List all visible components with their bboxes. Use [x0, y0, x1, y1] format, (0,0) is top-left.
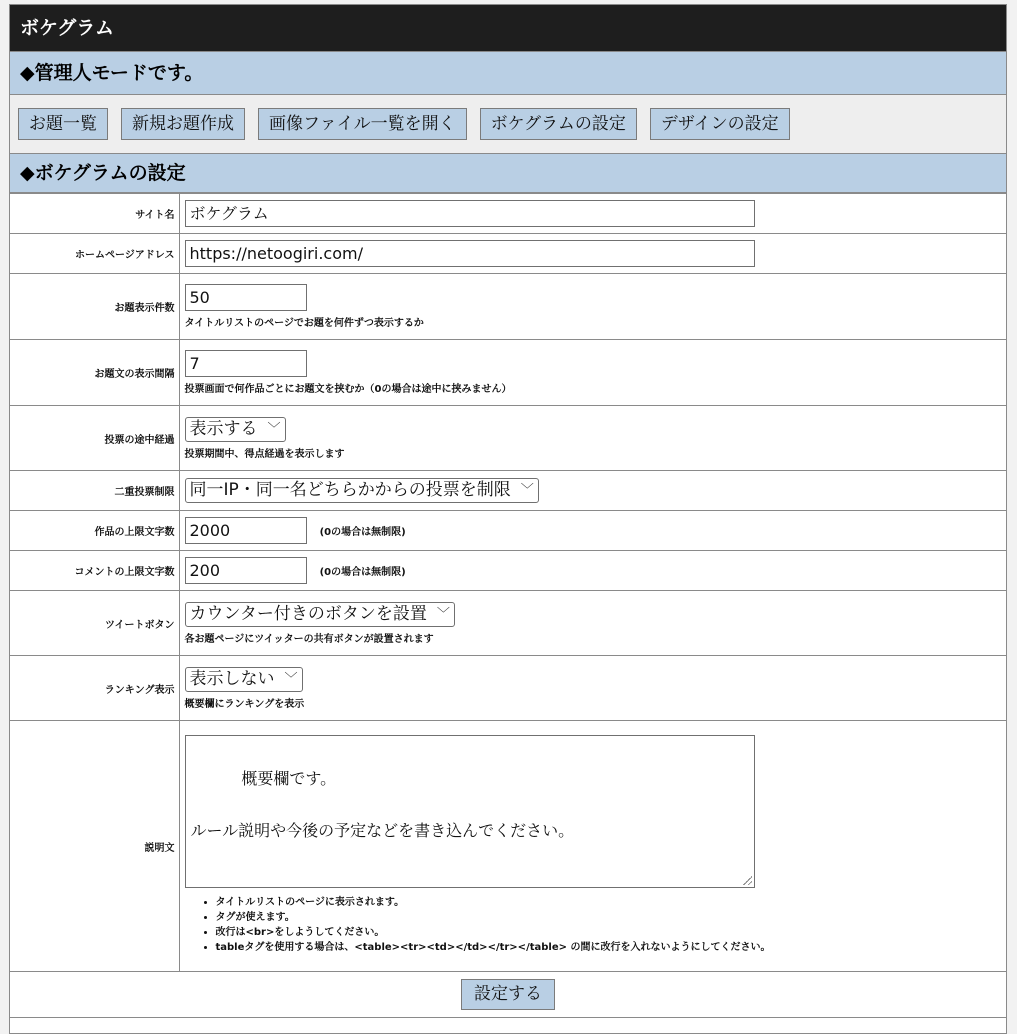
interim-results-select[interactable]: [185, 417, 286, 442]
comment-limit-label: コメントの上限文字数: [10, 551, 179, 591]
list-item: • 改行は<br>をしようしてください。: [216, 925, 1002, 940]
topics-per-page-label: お題表示件数: [10, 274, 179, 340]
list-item: • タイトルリストのページに表示されます。: [216, 895, 1002, 910]
nav-bokegram-settings-button[interactable]: ボケグラムの設定: [480, 108, 637, 140]
row-interim-results: [10, 406, 1006, 471]
topic-interval-input[interactable]: 7: [185, 350, 307, 377]
row-site-name: [10, 194, 1006, 234]
ranking-label: ランキング表示: [10, 656, 179, 721]
ranking-hint: 概要欄にランキングを表示: [184, 698, 305, 710]
comment-limit-input[interactable]: 200: [185, 557, 307, 584]
row-submit: [10, 972, 1006, 1018]
ranking-select[interactable]: [185, 667, 303, 692]
row-comment-limit: [10, 551, 1006, 591]
topic-interval-label: お題文の表示間隔: [10, 340, 179, 406]
settings-heading: ◆ボケグラムの設定: [10, 153, 1006, 193]
list-item: • tableタグを使用する場合は、<table><tr><td></td></tr></table> の間に改行を入れないようにしてください。: [216, 940, 1002, 955]
topics-per-page-input[interactable]: 50: [185, 284, 307, 311]
comment-limit-hint: (0の場合は無制限): [319, 567, 406, 578]
description-label: 説明文: [10, 721, 179, 972]
homepage-input[interactable]: https://netoogiri.com/: [185, 240, 755, 267]
nav-topic-list-button[interactable]: お題一覧: [18, 108, 108, 140]
row-description: [10, 721, 1006, 972]
row-topic-interval: [10, 340, 1006, 406]
tweet-button-hint: 各お題ページにツイッターの共有ボタンが設置されます: [184, 633, 434, 645]
chevron-down-icon: ﹀: [267, 421, 281, 437]
resize-grip-icon[interactable]: [742, 875, 752, 885]
work-limit-hint: (0の場合は無制限): [319, 527, 406, 538]
nav-new-topic-button[interactable]: 新規お題作成: [121, 108, 245, 140]
settings-form: [10, 193, 1006, 1018]
ranking-value: 表示しない: [189, 668, 275, 689]
row-work-limit: [10, 511, 1006, 551]
mode-banner: ◆管理人モードです。: [10, 51, 1006, 95]
site-name-input[interactable]: ボケグラム: [185, 200, 755, 227]
tweet-button-value: カウンター付きのボタンを設置: [189, 603, 427, 624]
submit-settings-button[interactable]: 設定する: [461, 979, 555, 1010]
row-double-vote: [10, 471, 1006, 511]
tweet-button-select[interactable]: [185, 602, 455, 627]
admin-nav: [10, 95, 1006, 153]
row-tweet-button: [10, 591, 1006, 656]
description-notes: [185, 895, 1002, 955]
nav-design-settings-button[interactable]: デザインの設定: [650, 108, 790, 140]
app-title: ボケグラム: [10, 5, 1006, 51]
nav-image-files-button[interactable]: 画像ファイル一覧を開く: [258, 108, 467, 140]
row-ranking: [10, 656, 1006, 721]
double-vote-value: 同一IP・同一名どちらかからの投票を制限: [189, 480, 511, 500]
topics-per-page-hint: タイトルリストのページでお題を何件ずつ表示するか: [184, 318, 424, 329]
list-item: • タグが使えます。: [216, 910, 1002, 925]
work-limit-label: 作品の上限文字数: [10, 511, 179, 551]
homepage-label: ホームページアドレス: [10, 234, 179, 274]
double-vote-select[interactable]: [185, 478, 539, 503]
chevron-down-icon: ﹀: [284, 671, 298, 687]
work-limit-input[interactable]: 2000: [185, 517, 307, 544]
row-homepage: [10, 234, 1006, 274]
topic-interval-hint: 投票画面で何作品ごとにお題文を挟むか（0の場合は途中に挟みません）: [184, 384, 512, 395]
site-name-label: サイト名: [10, 194, 179, 234]
tweet-button-label: ツイートボタン: [10, 591, 179, 656]
chevron-down-icon: ﹀: [520, 483, 534, 498]
row-topics-per-page: [10, 274, 1006, 340]
chevron-down-icon: ﹀: [436, 606, 450, 622]
admin-panel: [9, 4, 1007, 1034]
description-text: 概要欄です。 ルール説明や今後の予定などを書き込んでください。: [190, 769, 575, 840]
interim-results-value: 表示する: [189, 418, 258, 439]
description-textarea[interactable]: [185, 735, 755, 888]
interim-results-label: 投票の途中経過: [10, 406, 179, 471]
double-vote-label: 二重投票制限: [10, 471, 179, 511]
interim-results-hint: 投票期間中、得点経過を表示します: [184, 448, 345, 460]
